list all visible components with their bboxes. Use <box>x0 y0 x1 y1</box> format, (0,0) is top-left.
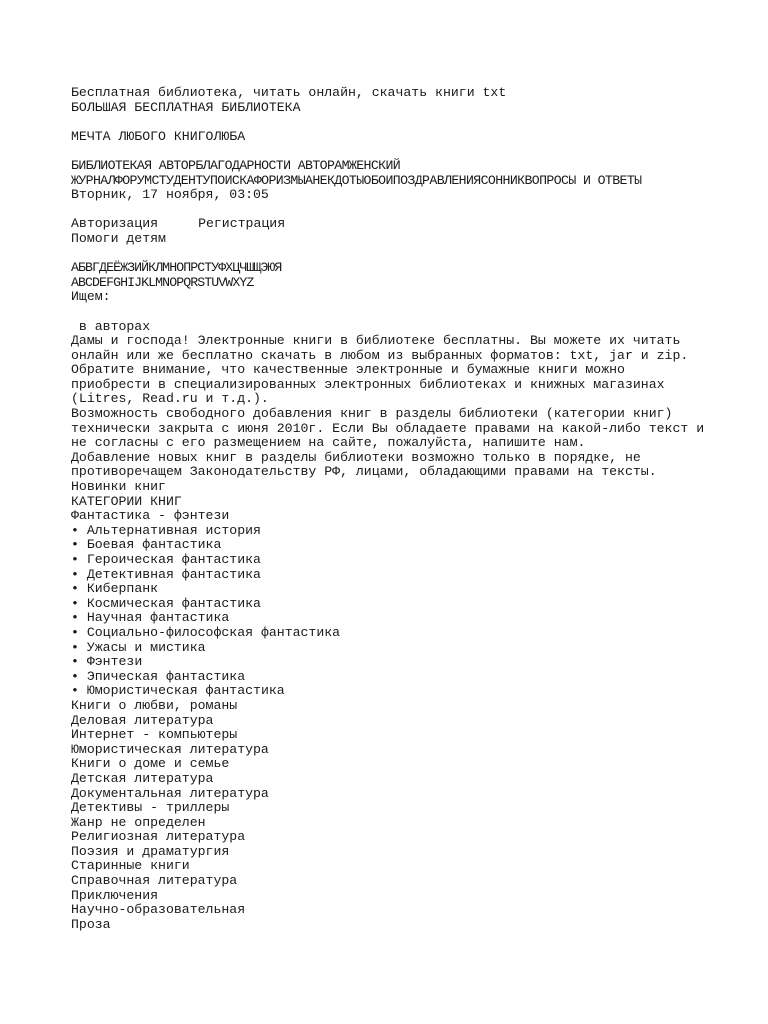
list-item[interactable] <box>71 524 711 539</box>
subcategory-label: Научная фантастика <box>86 610 230 626</box>
spacer <box>71 144 711 159</box>
categories-heading: КАТЕГОРИИ КНИГ <box>71 493 182 509</box>
category-list <box>71 699 711 933</box>
category-link[interactable]: Жанр не определен <box>71 814 206 830</box>
search-scope-option[interactable]: в авторах <box>71 318 151 334</box>
bullet-icon: • <box>71 552 79 567</box>
new-books-link[interactable]: Новинки книг <box>71 479 166 495</box>
bullet-icon: • <box>71 522 79 538</box>
auth-links <box>71 217 711 232</box>
list-item[interactable] <box>71 611 711 626</box>
spacer <box>71 305 711 320</box>
list-item[interactable] <box>71 538 711 553</box>
category-fantasy[interactable]: Фантастика - фэнтези <box>71 508 230 524</box>
category-link[interactable]: Деловая литература <box>71 712 214 728</box>
list-item[interactable] <box>71 670 711 685</box>
category-link[interactable]: Книги о доме и семье <box>71 756 230 772</box>
nav-menu-line-1[interactable]: БИБЛИОТЕКАЯ АВТОРБЛАГОДАРНОСТИ АВТОРАМЖЕНСКИЙ <box>71 157 401 173</box>
list-item[interactable] <box>71 655 711 670</box>
category-link[interactable]: Поэзия и драматургия <box>71 843 230 859</box>
bullet-icon: • <box>71 566 79 582</box>
search-label: Ищем: <box>71 289 111 305</box>
subcategory-label: Альтернативная история <box>86 522 261 538</box>
intro-paragraph-2: Возможность свободного добавления книг в разделы библиотеки (категории книг) технически закрыта с июня 2010г. Если Вы обладаете правами на какой-либо текст и не согласны с его размещением на сайте, пожалуйста, напишите нам. <box>71 406 705 451</box>
category-link[interactable]: Интернет - компьютеры <box>71 727 238 743</box>
spacer <box>71 115 711 130</box>
subcategory-label: Эпическая фантастика <box>86 668 246 684</box>
list-item[interactable] <box>71 641 711 656</box>
login-link[interactable]: Авторизация <box>71 216 159 232</box>
subcategory-label: Космическая фантастика <box>86 595 261 611</box>
site-title: Бесплатная библиотека, читать онлайн, скачать книги txt <box>71 85 507 100</box>
current-date: Вторник, 17 ноября, 03:05 <box>71 187 269 203</box>
bullet-icon: • <box>71 624 79 640</box>
subcategory-label: Юмористическая фантастика <box>86 683 285 699</box>
bullet-icon: • <box>71 595 79 611</box>
nav-menu-line-2[interactable]: ЖУРНАЛФОРУМСТУДЕНТУПОИСКАФОРИЗМЫАНЕКДОТЫОБОИПОЗДРАВЛЕНИЯСОННИКВОПРОСЫ И ОТВЕТЫ <box>71 172 642 188</box>
category-link[interactable]: Документальная литература <box>71 785 269 801</box>
subcategory-label: Киберпанк <box>86 581 159 597</box>
category-link[interactable]: Научно-образовательная <box>71 902 246 918</box>
category-link[interactable]: Старинные книги <box>71 858 190 874</box>
intro-paragraph-1: Дамы и господа! Электронные книги в библиотеке бесплатны. Вы можете их читать онлайн или же бесплатно скачать в любом из выбранных форматов: txt, jar и zip. Обратите внимание, что качественные электронные и бумажные книги можно приобрести в специализированных электронных библиотеках и книжных магазинах (Litres, Read.ru и т.д.). <box>71 333 689 407</box>
category-link[interactable]: Приключения <box>71 887 159 903</box>
spacer <box>71 203 711 218</box>
big-title: БОЛЬШАЯ БЕСПЛАТНАЯ БИБЛИОТЕКА <box>71 99 301 115</box>
bullet-icon: • <box>71 654 79 670</box>
register-link[interactable]: Регистрация <box>198 216 286 232</box>
bullet-icon: • <box>71 683 79 699</box>
subcategory-label: Фэнтези <box>86 654 143 670</box>
category-link[interactable]: Справочная литература <box>71 873 238 889</box>
list-item[interactable] <box>71 582 711 597</box>
category-link[interactable]: Проза <box>71 916 111 932</box>
intro-paragraph-3: Добавление новых книг в разделы библиотеки возможно только в порядке, не противоречащем Законодательству РФ, лицами, обладающими правами на тексты. <box>71 449 657 480</box>
latin-alphabet-index[interactable]: ABCDEFGHIJKLMNOPQRSTUVWXYZ <box>71 274 254 290</box>
bullet-icon: • <box>71 668 79 684</box>
bullet-icon: • <box>71 537 79 553</box>
spacer <box>71 247 711 262</box>
category-link[interactable]: Детская литература <box>71 770 214 786</box>
list-item[interactable] <box>71 626 711 641</box>
subcategory-label: Героическая фантастика <box>86 552 261 567</box>
fantasy-subcategory-list <box>71 524 711 699</box>
list-item[interactable] <box>71 568 711 583</box>
help-children-link[interactable]: Помоги детям <box>71 230 166 246</box>
list-item[interactable] <box>71 684 711 699</box>
category-link[interactable]: Религиозная литература <box>71 829 246 845</box>
bullet-icon: • <box>71 639 79 655</box>
category-link[interactable]: Детективы - триллеры <box>71 800 230 816</box>
page-content <box>71 86 711 932</box>
cyrillic-alphabet-index[interactable]: АБВГДЕЁЖЗИЙКЛМНОПРСТУФХЦЧШЩЭЮЯ <box>71 260 282 276</box>
subcategory-label: Ужасы и мистика <box>86 639 206 655</box>
category-link[interactable]: Книги о любви, романы <box>71 697 238 713</box>
category-link[interactable]: Юмористическая литература <box>71 741 269 757</box>
bullet-icon: • <box>71 610 79 626</box>
subcategory-label: Социально-философская фантастика <box>86 624 341 640</box>
list-item[interactable] <box>71 597 711 612</box>
bullet-icon: • <box>71 581 79 597</box>
list-item[interactable] <box>71 553 711 568</box>
subcategory-label: Боевая фантастика <box>86 537 222 553</box>
slogan: МЕЧТА ЛЮБОГО КНИГОЛЮБА <box>71 128 246 144</box>
subcategory-label: Детективная фантастика <box>86 566 261 582</box>
